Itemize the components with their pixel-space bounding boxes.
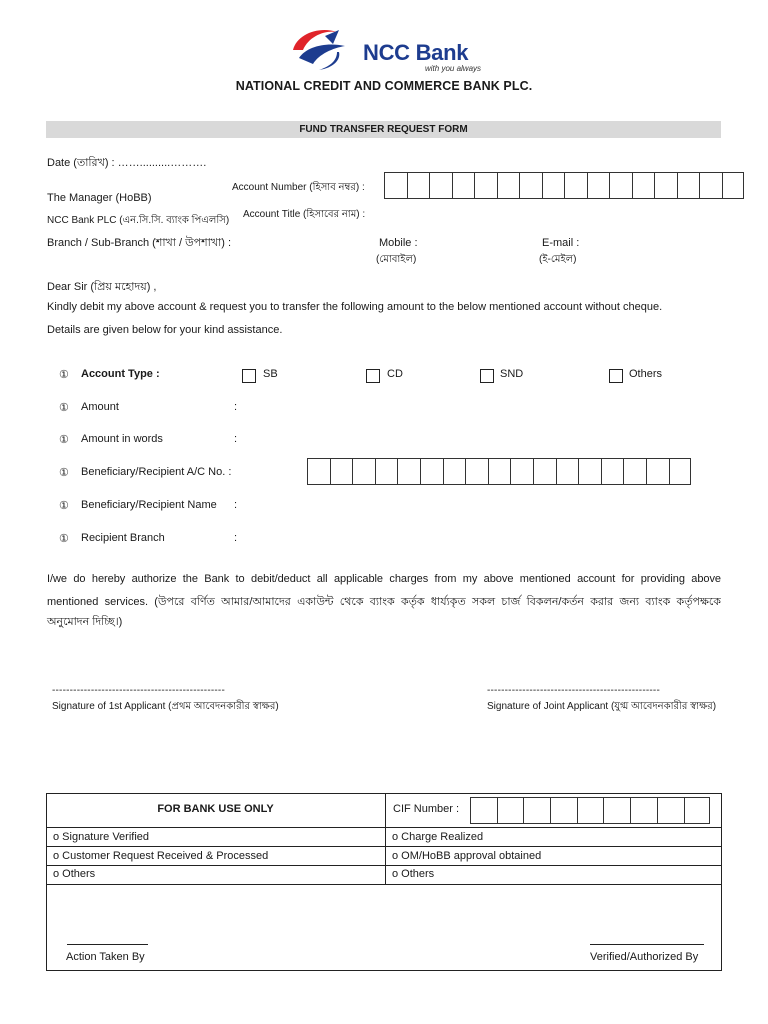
recipient-branch-label: Recipient Branch [81,532,165,544]
check-charge-realized[interactable]: o Charge Realized [392,831,484,843]
authorize-text-line1: I/we do hereby authorize the Bank to debit/deduct all applicable charges from my above mentioned account for providing above [47,573,721,585]
amount-in-words-colon: : [234,433,238,445]
ncc-logo [289,24,484,76]
action-taken-label: Action Taken By [66,951,145,963]
verified-signature-line [590,944,704,945]
account-number-boxes[interactable] [384,172,744,199]
bank-use-title: FOR BANK USE ONLY [157,803,274,815]
address-manager: The Manager (HoBB) [47,192,152,204]
recipient-branch-input[interactable] [245,527,721,547]
check-request-processed[interactable]: o Customer Request Received & Processed [53,850,269,862]
request-text-line2: Details are given below for your kind assistance. [47,324,283,336]
mobile-label-bn: (মোবাইল) [376,254,417,265]
bank-full-name: NATIONAL CREDIT AND COMMERCE BANK PLC. [235,79,533,93]
check-approval-obtained[interactable]: o OM/HoBB approval obtained [392,850,542,862]
authorize-text-line3: অনুমোদন দিচ্ছি।) [47,616,123,628]
form-title: FUND TRANSFER REQUEST FORM [299,124,468,135]
amount-in-words-label: Amount in words [81,433,163,445]
check-others-left[interactable]: o Others [53,868,96,880]
signature-line-1st: ------------------------------------------------- [52,685,225,696]
bullet-icon: ① [59,500,69,512]
table-divider [46,884,722,885]
form-title-bar [46,121,721,138]
checkbox-sb[interactable] [242,369,256,383]
account-type-label: Account Type : [81,368,160,380]
cif-number-boxes[interactable] [470,797,710,824]
bullet-icon: ① [59,402,69,414]
table-divider [46,846,722,847]
bullet-icon: ① [59,434,69,446]
table-divider [46,827,722,828]
authorize-text-line2: mentioned services. (উপরে বর্ণিত আমার/আমাদের একাউন্ট থেকে ব্যাংক কর্তৃক ধার্য্যকৃত সকল চার্জ বিকলন/কর্তন করার জন্য ব্যাংক কর্তৃপক্ষকে [47,596,721,608]
bullet-icon: ① [59,533,69,545]
logo-wordmark: NCC Bank [363,40,469,65]
address-bank: NCC Bank PLC (এন.সি.সি. ব্যাংক পিএলসি) [47,215,230,226]
option-snd-label: SND [500,368,524,380]
beneficiary-name-label: Beneficiary/Recipient Name [81,499,217,511]
amount-label: Amount [81,401,119,413]
option-sb-label: SB [263,368,278,380]
logo-tagline: with you always [425,64,482,73]
checkbox-snd[interactable] [480,369,494,383]
bullet-icon: ① [59,369,69,381]
signature-line-joint: ------------------------------------------------- [487,685,660,696]
check-others-right[interactable]: o Others [392,868,435,880]
request-text-line1: Kindly debit my above account & request you to transfer the following amount to the below mentioned account without cheque. [47,301,663,313]
email-label-bn: (ই-মেইল) [539,254,577,265]
mobile-label: Mobile : [379,237,418,249]
date-field[interactable]: Date (তারিখ) : ……..........………. [47,157,207,169]
checkbox-others[interactable] [609,369,623,383]
option-others-label: Others [629,368,663,380]
salutation: Dear Sir (প্রিয় মহোদয়) , [47,281,157,293]
table-divider [46,865,722,866]
beneficiary-ac-boxes[interactable] [307,458,691,485]
cif-number-label: CIF Number : [393,803,460,815]
signature-joint-label: Signature of Joint Applicant (যুগ্ম আবেদনকারীর স্বাক্ষর) [487,701,717,712]
beneficiary-ac-label: Beneficiary/Recipient A/C No. : [81,466,232,478]
amount-colon: : [234,401,238,413]
recipient-branch-colon: : [234,532,238,544]
amount-input[interactable] [245,396,721,416]
bullet-icon: ① [59,467,69,479]
action-signature-line [67,944,148,945]
ncc-logo-icon [289,24,359,72]
branch-field[interactable]: Branch / Sub-Branch (শাখা / উপশাখা) : [47,237,232,249]
option-cd-label: CD [387,368,403,380]
account-title-label: Account Title (হিসাবের নাম) : [243,209,366,220]
check-signature-verified[interactable]: o Signature Verified [53,831,150,843]
beneficiary-name-input[interactable] [245,494,721,514]
table-divider [385,793,386,884]
verified-by-label: Verified/Authorized By [590,951,699,963]
signature-1st-label: Signature of 1st Applicant (প্রথম আবেদনকারীর স্বাক্ষর) [52,701,279,712]
checkbox-cd[interactable] [366,369,380,383]
beneficiary-name-colon: : [234,499,238,511]
account-number-label: Account Number (হিসাব নম্বর) : [232,182,365,193]
amount-in-words-input[interactable] [245,428,721,448]
email-label: E-mail : [542,237,580,249]
